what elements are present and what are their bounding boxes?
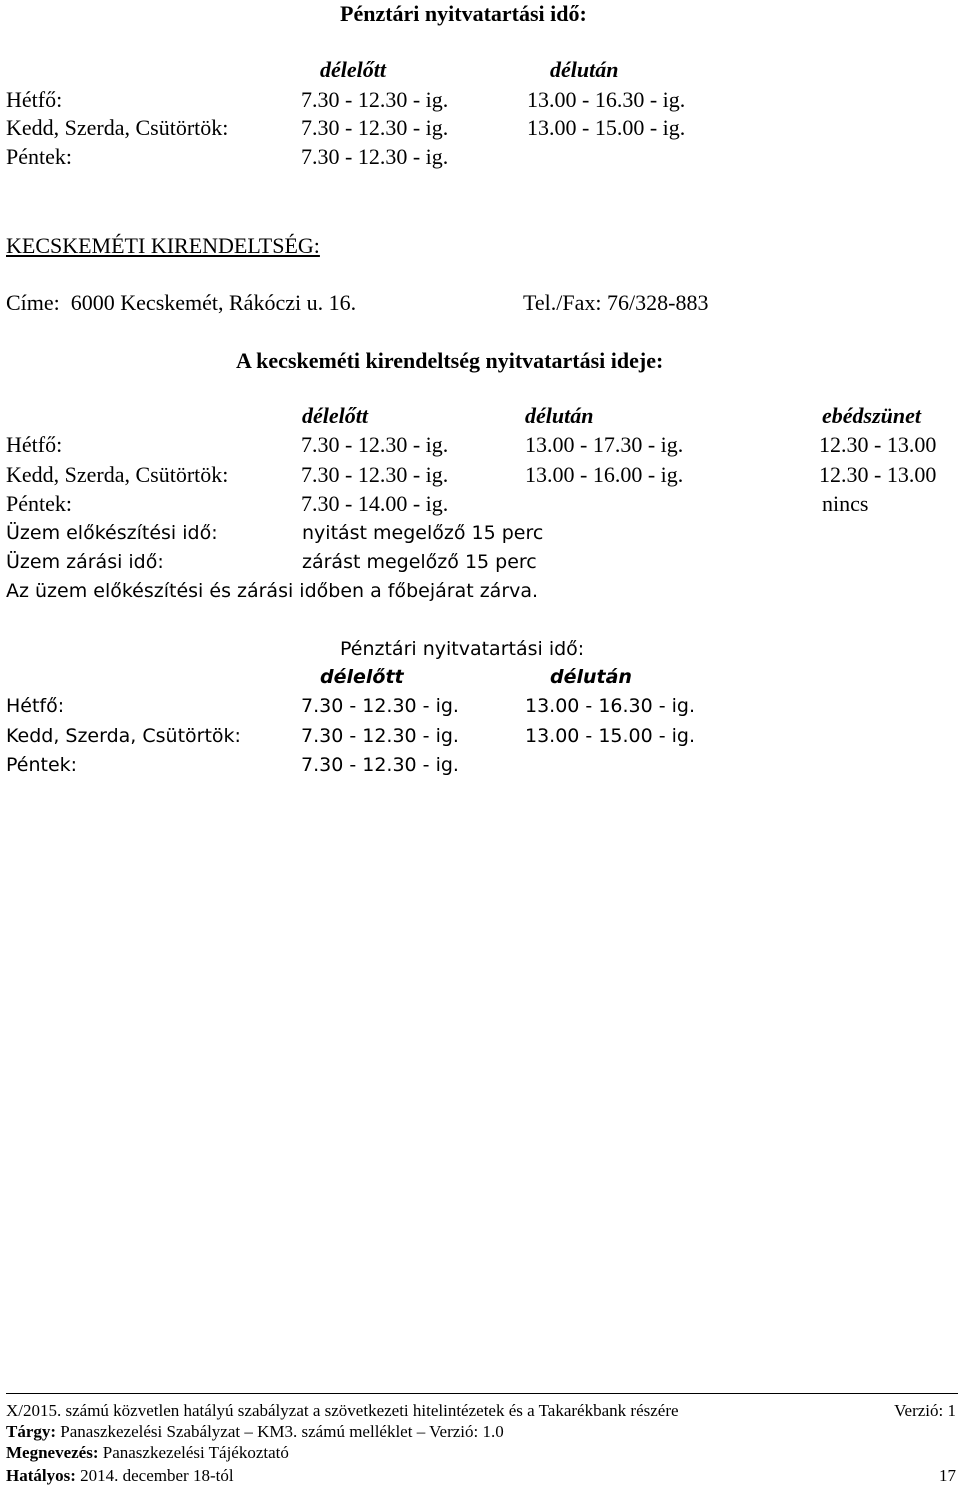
office-hours-title: A kecskeméti kirendeltség nyitvatartási ideje: [236,348,664,373]
row-afternoon-2-1: 13.00 - 16.30 - ig. [525,695,696,717]
close-time-label: Üzem zárási idő: [6,551,164,573]
cashier-hours-title-1: Pénztári nyitvatartási idő: [340,1,587,26]
row-afternoon-1-2: 13.00 - 15.00 - ig. [527,115,686,140]
close-time-value: zárást megelőző 15 perc [302,551,537,573]
row-day-2-2: Kedd, Szerda, Csütörtök: [6,725,241,747]
col-header-morning-2: délelőtt [302,403,368,428]
row-morning-1-2: 7.30 - 12.30 - ig. [301,115,449,140]
footer-subject-label: Tárgy: [6,1422,57,1441]
footer-subject-value: Panaszkezelési Szabályzat – KM3. számú melléklet – Verzió: 1.0 [56,1422,504,1441]
hours-afternoon-2: 13.00 - 16.00 - ig. [525,462,684,487]
row-afternoon-2-2: 13.00 - 15.00 - ig. [525,725,696,747]
footer-name [6,1444,289,1461]
footer-regulation: X/2015. számú közvetlen hatályú szabályzat a szövetkezeti hitelintézetek és a Takarékbank részére [6,1401,679,1420]
hours-afternoon-1: 13.00 - 17.30 - ig. [525,432,684,457]
row-day-1-1: Hétfő: [6,87,63,112]
col-header-morning-1: délelőtt [320,57,386,82]
cashier-hours-title-2: Pénztári nyitvatartási idő: [340,638,585,660]
hours-day-1: Hétfő: [6,432,63,457]
col-header-morning-3: délelőtt [320,666,404,688]
col-header-afternoon-2: délután [525,403,594,428]
hours-morning-3: 7.30 - 14.00 - ig. [301,491,449,516]
row-day-2-3: Péntek: [6,754,78,776]
office-heading: KECSKEMÉTI KIRENDELTSÉG: [6,233,320,258]
hours-day-3: Péntek: [6,491,72,516]
footer-subject [6,1423,504,1440]
page-number: 17 [939,1466,956,1485]
hours-lunch-2: 12.30 - 13.00 [819,462,937,487]
row-morning-2-3: 7.30 - 12.30 - ig. [301,754,459,776]
row-day-2-1: Hétfő: [6,695,65,717]
office-phone: Tel./Fax: 76/328-883 [523,290,709,315]
footer-effective-label: Hatályos: [6,1466,76,1485]
footer-name-value: Panaszkezelési Tájékoztató [98,1443,289,1462]
footer-rule [6,1393,958,1394]
hours-lunch-1: 12.30 - 13.00 [819,432,937,457]
footer-effective [6,1467,234,1484]
col-header-afternoon-3: délután [550,666,632,688]
closure-note: Az üzem előkészítési és zárási időben a főbejárat zárva. [6,580,539,602]
row-afternoon-1-1: 13.00 - 16.30 - ig. [527,87,686,112]
col-header-afternoon-1: délután [550,57,619,82]
office-address: Címe: 6000 Kecskemét, Rákóczi u. 16. [6,290,357,315]
row-morning-1-1: 7.30 - 12.30 - ig. [301,87,449,112]
row-morning-2-1: 7.30 - 12.30 - ig. [301,695,459,717]
col-header-lunch: ebédszünet [822,403,921,428]
row-day-1-3: Péntek: [6,144,72,169]
hours-morning-1: 7.30 - 12.30 - ig. [301,432,449,457]
prep-time-label: Üzem előkészítési idő: [6,522,218,544]
prep-time-value: nyitást megelőző 15 perc [302,522,544,544]
hours-morning-2: 7.30 - 12.30 - ig. [301,462,449,487]
footer-version: Verzió: 1 [894,1401,956,1420]
row-day-1-2: Kedd, Szerda, Csütörtök: [6,115,229,140]
row-morning-1-3: 7.30 - 12.30 - ig. [301,144,449,169]
row-morning-2-2: 7.30 - 12.30 - ig. [301,725,459,747]
footer-effective-value: 2014. december 18-tól [75,1466,234,1485]
hours-lunch-3: nincs [822,491,869,516]
hours-day-2: Kedd, Szerda, Csütörtök: [6,462,229,487]
footer-name-label: Megnevezés: [6,1443,99,1462]
